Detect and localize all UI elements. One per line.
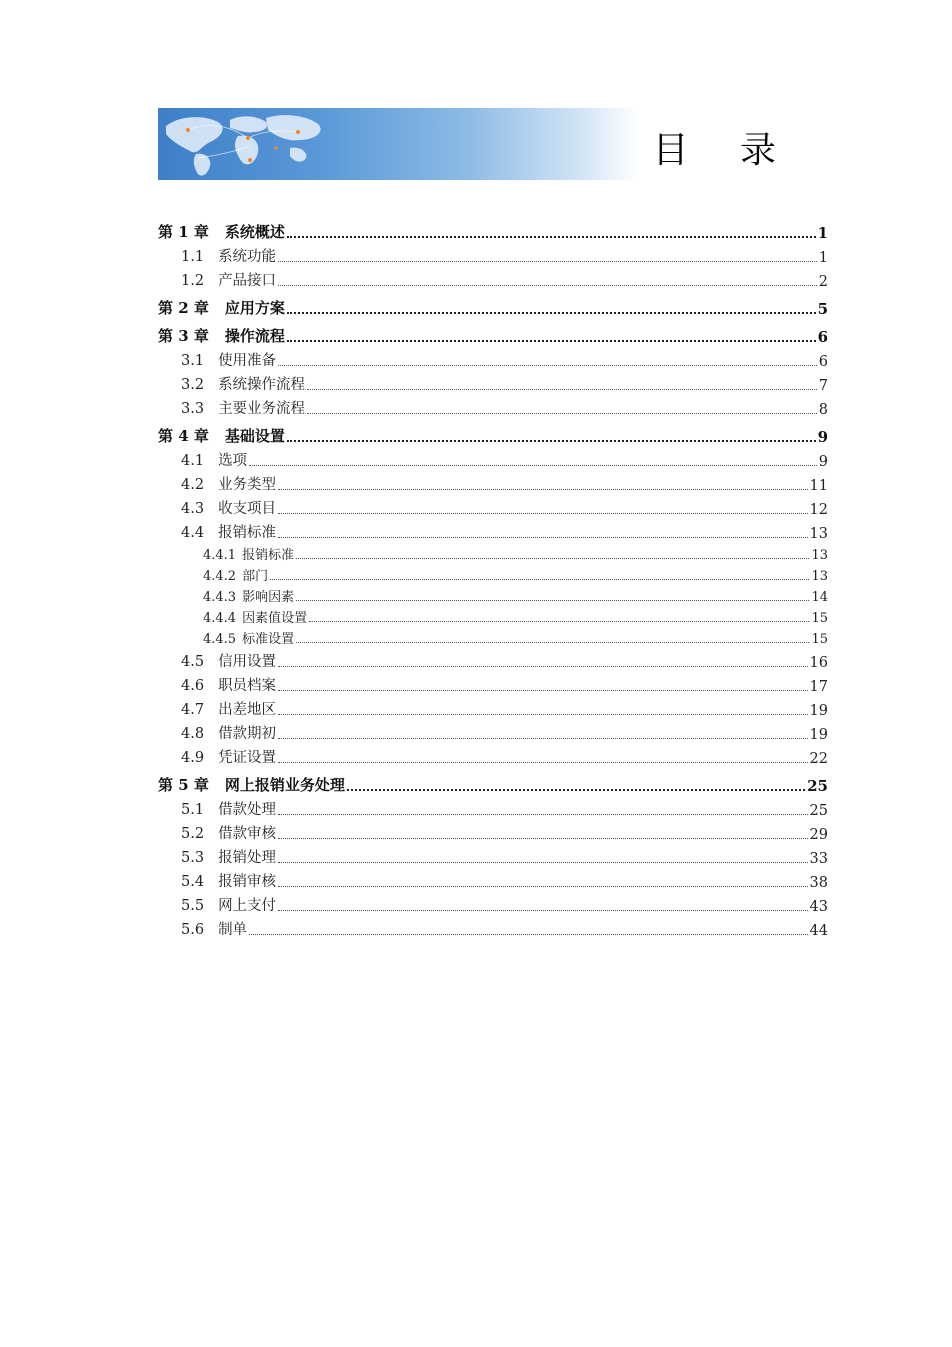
toc-entry[interactable] [158, 626, 828, 647]
dot-leader [270, 579, 809, 580]
toc-entry-label [158, 221, 285, 242]
toc-entry-label [158, 297, 285, 318]
toc-entry-label [181, 245, 276, 266]
toc-entry-title: 网上支付 [218, 898, 277, 914]
toc-entry-title: 操作流程 [224, 327, 285, 345]
toc-entry-title: 网上报销业务处理 [224, 776, 345, 794]
toc-entry-label [158, 774, 345, 795]
toc-entry-title: 报销审核 [218, 874, 277, 890]
dot-leader [278, 886, 807, 887]
world-map-icon [158, 108, 638, 180]
toc-entry-label [158, 425, 285, 446]
toc-entry-number: 第 3 章 [158, 327, 209, 345]
toc-page-number: 12 [809, 502, 828, 518]
toc-entry-number: 4.8 [181, 726, 205, 742]
world-map-banner [158, 108, 638, 180]
toc-entry-label [181, 846, 276, 867]
dot-leader [278, 537, 807, 538]
toc-page-number: 15 [811, 632, 828, 647]
toc-page-number: 1 [817, 224, 828, 242]
toc-entry-number: 5.3 [181, 850, 205, 866]
dot-leader [278, 838, 807, 839]
toc-entry[interactable] [158, 767, 828, 795]
dot-leader [287, 236, 816, 238]
toc-entry-number: 4.4.3 [203, 590, 237, 605]
toc-entry-title: 基础设置 [224, 427, 285, 445]
toc-entry-label [203, 607, 307, 626]
toc-entry-title: 标准设置 [242, 632, 295, 647]
toc-entry-number: 第 1 章 [158, 223, 209, 241]
toc-entry-label [181, 746, 276, 767]
toc-entry[interactable] [158, 418, 828, 446]
toc-entry-number: 1.2 [181, 273, 205, 289]
toc-entry-title: 报销标准 [218, 525, 277, 541]
toc-entry-title: 报销标准 [242, 548, 295, 563]
dot-leader [278, 714, 807, 715]
toc-entry-title: 产品接口 [218, 273, 277, 289]
toc-entry-title: 借款处理 [218, 802, 277, 818]
toc-page-number: 25 [809, 803, 828, 819]
toc-entry-label [181, 521, 276, 542]
toc-entry[interactable] [158, 370, 828, 394]
toc-page-number: 16 [809, 655, 828, 671]
toc-entry[interactable] [158, 266, 828, 290]
toc-entry-label [181, 449, 247, 470]
toc-entry[interactable] [158, 542, 828, 563]
toc-page-number: 43 [809, 899, 828, 915]
dot-leader [307, 389, 817, 390]
toc-entry-title: 收支项目 [218, 501, 277, 517]
toc-entry-number: 4.9 [181, 750, 205, 766]
toc-page-number: 6 [818, 354, 828, 370]
toc-entry[interactable] [158, 242, 828, 266]
toc-page-number: 13 [811, 548, 828, 563]
dot-leader [287, 340, 816, 342]
page-title: 目 录 [652, 130, 796, 171]
toc-entry-number: 3.3 [181, 401, 205, 417]
toc-entry-number: 4.4.4 [203, 611, 237, 626]
dot-leader [287, 312, 816, 314]
toc-page-number: 38 [809, 875, 828, 891]
toc-entry[interactable] [158, 867, 828, 891]
toc-entry-number: 4.3 [181, 501, 205, 517]
toc-entry-number: 5.2 [181, 826, 205, 842]
toc-entry-label [181, 497, 276, 518]
toc-entry-title: 选项 [218, 453, 248, 469]
toc-entry-title: 因素值设置 [242, 611, 308, 626]
toc-entry[interactable] [158, 494, 828, 518]
toc-page-number: 9 [817, 428, 828, 446]
toc-entry[interactable] [158, 346, 828, 370]
toc-page-number: 22 [809, 751, 828, 767]
toc-entry-number: 5.1 [181, 802, 205, 818]
toc-entry-label [181, 269, 276, 290]
toc-entry[interactable] [158, 584, 828, 605]
toc-entry-label [181, 349, 276, 370]
dot-leader [347, 789, 805, 791]
toc-entry-number: 4.4.2 [203, 569, 237, 584]
toc-entry[interactable] [158, 470, 828, 494]
toc-page-number: 13 [809, 526, 828, 542]
toc-entry[interactable] [158, 891, 828, 915]
dot-leader [309, 621, 809, 622]
dot-leader [278, 690, 807, 691]
dot-leader [278, 666, 807, 667]
toc-page-number: 9 [818, 454, 828, 470]
toc-entry-label [203, 586, 294, 605]
toc-entry-title: 使用准备 [218, 353, 277, 369]
toc-entry-label [181, 822, 276, 843]
toc-entry-label [181, 473, 276, 494]
toc-page-number: 8 [818, 402, 828, 418]
toc-page-number: 15 [811, 611, 828, 626]
dot-leader [278, 261, 817, 262]
toc-entry-title: 信用设置 [218, 654, 277, 670]
toc-page-number: 11 [809, 478, 828, 494]
toc-entry-number: 4.1 [181, 453, 205, 469]
toc-entry-label [181, 894, 276, 915]
toc-entry[interactable] [158, 743, 828, 767]
dot-leader [278, 285, 817, 286]
toc-entry-number: 4.2 [181, 477, 205, 493]
toc-entry-title: 部门 [242, 569, 269, 584]
toc-entry-number: 5.5 [181, 898, 205, 914]
toc-entry-label [181, 373, 305, 394]
dot-leader [278, 814, 807, 815]
toc-entry-title: 系统操作流程 [218, 377, 306, 393]
toc-entry-title: 职员档案 [218, 678, 277, 694]
toc-entry[interactable] [158, 719, 828, 743]
toc-entry-label [203, 628, 294, 647]
toc-entry-number: 4.4.1 [203, 548, 237, 563]
toc-entry-label [181, 870, 276, 891]
toc-page-number: 25 [807, 777, 828, 795]
toc-entry-label [181, 918, 247, 939]
toc-entry[interactable] [158, 795, 828, 819]
toc-entry-number: 5.6 [181, 922, 205, 938]
toc-entry-label [181, 798, 276, 819]
toc-entry-title: 系统功能 [218, 249, 277, 265]
toc-entry-label [181, 397, 305, 418]
toc-page-number: 29 [809, 827, 828, 843]
toc-page-number: 7 [818, 378, 828, 394]
toc-entry-title: 系统概述 [224, 223, 285, 241]
toc-entry-label [181, 650, 276, 671]
toc-entry-title: 应用方案 [224, 299, 285, 317]
toc-page-number: 17 [809, 679, 828, 695]
toc-entry-title: 影响因素 [242, 590, 295, 605]
toc-page-number: 6 [817, 328, 828, 346]
toc-entry-number: 第 5 章 [158, 776, 209, 794]
toc-page-number: 19 [809, 703, 828, 719]
toc-entry-number: 1.1 [181, 249, 205, 265]
toc-entry-label [181, 698, 276, 719]
toc-entry[interactable] [158, 843, 828, 867]
toc-entry-number: 5.4 [181, 874, 205, 890]
toc-entry-label [203, 544, 294, 563]
toc-entry[interactable] [158, 563, 828, 584]
toc-entry-title: 借款审核 [218, 826, 277, 842]
toc-entry-number: 4.4 [181, 525, 205, 541]
toc-entry-title: 凭证设置 [218, 750, 277, 766]
toc-entry[interactable] [158, 819, 828, 843]
toc-entry-label [181, 722, 276, 743]
toc-entry-label [181, 674, 276, 695]
toc-entry-title: 出差地区 [218, 702, 277, 718]
toc-entry-title: 制单 [218, 922, 248, 938]
dot-leader [278, 489, 807, 490]
toc-entry-title: 借款期初 [218, 726, 277, 742]
toc-page-number: 1 [818, 250, 828, 266]
dot-leader [249, 465, 817, 466]
dot-leader [278, 862, 807, 863]
dot-leader [278, 365, 817, 366]
dot-leader [249, 934, 807, 935]
toc-entry-title: 报销处理 [218, 850, 277, 866]
toc-entry[interactable] [158, 915, 828, 939]
toc-entry[interactable] [158, 446, 828, 470]
toc-entry[interactable] [158, 318, 828, 346]
toc-entry-number: 4.7 [181, 702, 205, 718]
toc-entry-label [158, 325, 285, 346]
toc-page-number: 5 [817, 300, 828, 318]
toc-page-number: 44 [809, 923, 828, 939]
dot-leader [296, 558, 809, 559]
dot-leader [278, 513, 807, 514]
toc-entry-label [203, 565, 268, 584]
dot-leader [278, 738, 807, 739]
toc-entry-number: 第 2 章 [158, 299, 209, 317]
toc-entry-title: 业务类型 [218, 477, 277, 493]
toc-entry[interactable] [158, 290, 828, 318]
toc-entry[interactable] [158, 518, 828, 542]
toc-entry[interactable] [158, 214, 828, 242]
dot-leader [296, 642, 809, 643]
toc-entry-number: 4.4.5 [203, 632, 237, 647]
toc-entry-number: 4.5 [181, 654, 205, 670]
dot-leader [278, 910, 807, 911]
toc-entry[interactable] [158, 605, 828, 626]
table-of-contents [158, 214, 828, 939]
toc-page-number: 33 [809, 851, 828, 867]
dot-leader [296, 600, 809, 601]
dot-leader [278, 762, 807, 763]
page-header [158, 108, 828, 180]
toc-page-number: 2 [818, 274, 828, 290]
toc-entry-number: 第 4 章 [158, 427, 209, 445]
toc-entry-title: 主要业务流程 [218, 401, 306, 417]
toc-entry[interactable] [158, 394, 828, 418]
dot-leader [287, 440, 816, 442]
toc-entry-number: 4.6 [181, 678, 205, 694]
toc-entry[interactable] [158, 671, 828, 695]
toc-entry-number: 3.2 [181, 377, 205, 393]
toc-entry[interactable] [158, 695, 828, 719]
toc-page-number: 13 [811, 569, 828, 584]
dot-leader [307, 413, 817, 414]
toc-entry-number: 3.1 [181, 353, 205, 369]
toc-entry[interactable] [158, 647, 828, 671]
toc-page-number: 14 [811, 590, 828, 605]
toc-page-number: 19 [809, 727, 828, 743]
